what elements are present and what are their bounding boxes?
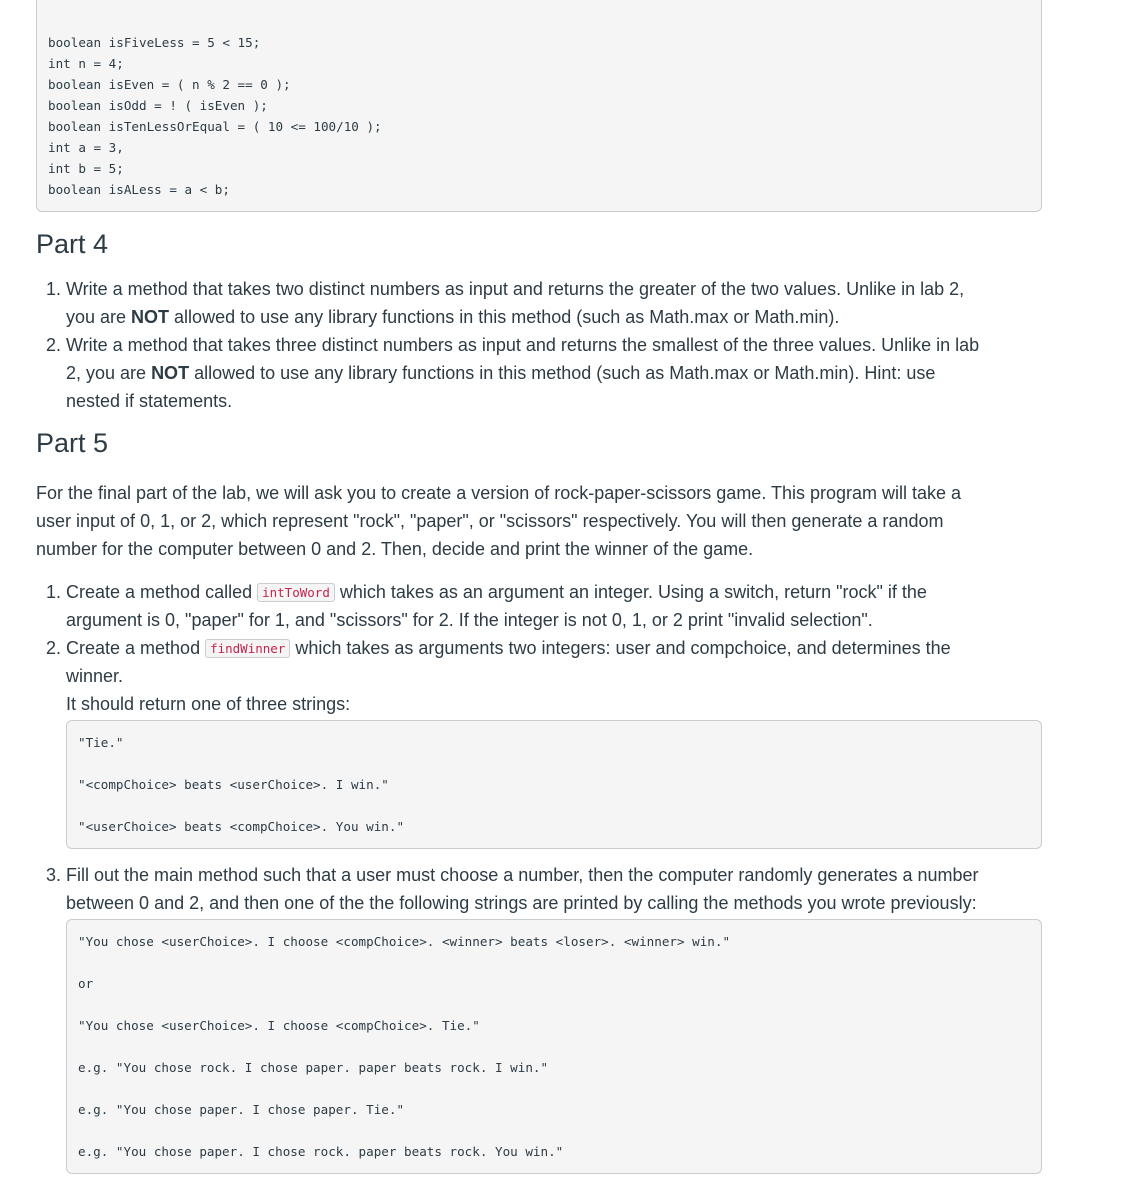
text-part: Create a method	[66, 638, 206, 658]
text-part: allowed to use any library functions in this method (such as Math.max or Math.min).	[169, 307, 840, 327]
text-part: 2, you are	[66, 363, 152, 383]
code-line: "You chose <userChoice>. I choose <compChoice>. <winner> beats <loser>. <winner> win."	[78, 934, 731, 949]
intro-line: For the final part of the lab, we will ask you to create a version of rock-paper-scissors game. This program will take a	[36, 483, 962, 503]
list-text: Fill out the main method such that a user must choose a number, then the computer randomly generates a number	[66, 865, 979, 885]
code-line: int a = 3,	[48, 140, 124, 155]
part5-heading: Part 5	[36, 428, 109, 458]
intro-line: number for the computer between 0 and 2. Then, decide and print the winner of the game.	[36, 539, 754, 559]
list-text	[66, 578, 927, 608]
code-line: boolean isALess = a < b;	[48, 182, 230, 197]
code-line: int b = 5;	[48, 161, 124, 176]
intro-line: user input of 0, 1, or 2, which represent "rock", "paper", or "scissors" respectively. You will then generate a random	[36, 511, 944, 531]
code-block-return-strings	[66, 720, 1042, 849]
list-number: 3.	[46, 865, 62, 885]
list-text: It should return one of three strings:	[66, 694, 351, 714]
part5-item-3	[46, 861, 1046, 917]
code-line: int n = 4;	[48, 56, 124, 71]
list-text	[66, 303, 839, 331]
part4-item-2	[46, 331, 1046, 415]
list-text: between 0 and 2, and then one of the the following strings are printed by calling the methods you wrote previously:	[66, 893, 977, 913]
code-line: or	[78, 976, 94, 991]
inline-code-findwinner: findWinner	[205, 639, 290, 658]
text-part: Create a method called	[66, 582, 258, 602]
code-line: boolean isTenLessOrEqual = ( 10 <= 100/10 );	[48, 119, 382, 134]
list-text	[66, 359, 935, 387]
inline-code-inttoword: intToWord	[257, 583, 335, 602]
part4-item-1	[46, 275, 1046, 331]
code-line: boolean isOdd = ! ( isEven );	[48, 98, 268, 113]
list-text	[66, 634, 951, 664]
part4-heading: Part 4	[36, 229, 109, 259]
code-line: "You chose <userChoice>. I choose <compChoice>. Tie."	[78, 1018, 480, 1033]
list-text: winner.	[66, 666, 124, 686]
list-number: 2.	[46, 638, 62, 658]
list-text: Write a method that takes two distinct numbers as input and returns the greater of the two values. Unlike in lab 2,	[66, 279, 965, 299]
list-number: 1.	[46, 279, 62, 299]
code-line: e.g. "You chose paper. I chose paper. Tie."	[78, 1102, 405, 1117]
list-text: argument is 0, "paper" for 1, and "scissors" for 2. If the integer is not 0, 1, or 2 print "invalid selection".	[66, 610, 873, 630]
text-part: you are	[66, 307, 132, 327]
bold-not: NOT	[131, 307, 170, 327]
code-line: "Tie."	[78, 735, 124, 750]
text-part: which takes as arguments two integers: user and compchoice, and determines the	[290, 638, 951, 658]
part5-item-2	[46, 634, 1046, 718]
code-line: e.g. "You chose rock. I chose paper. paper beats rock. I win."	[78, 1060, 549, 1075]
text-part: allowed to use any library functions in this method (such as Math.max or Math.min). Hint: use	[189, 363, 936, 383]
list-text: Write a method that takes three distinct numbers as input and returns the smallest of the three values. Unlike in lab	[66, 335, 980, 355]
code-block-output-examples	[66, 919, 1042, 1174]
text-part: which takes as an argument an integer. Using a switch, return "rock" if the	[334, 582, 927, 602]
code-line: boolean isFiveLess = 5 < 15;	[48, 35, 261, 50]
list-number: 1.	[46, 582, 62, 602]
list-text: nested if statements.	[66, 391, 233, 411]
code-line: "<userChoice> beats <compChoice>. You win."	[78, 819, 405, 834]
list-number: 2.	[46, 335, 62, 355]
code-line: "<compChoice> beats <userChoice>. I win."	[78, 777, 389, 792]
code-line: e.g. "You chose paper. I chose rock. paper beats rock. You win."	[78, 1144, 564, 1159]
code-line: boolean isEven = ( n % 2 == 0 );	[48, 77, 291, 92]
part5-item-1	[46, 578, 1046, 634]
part5-intro	[36, 479, 1046, 563]
code-block-variables	[36, 0, 1042, 212]
bold-not: NOT	[151, 363, 190, 383]
